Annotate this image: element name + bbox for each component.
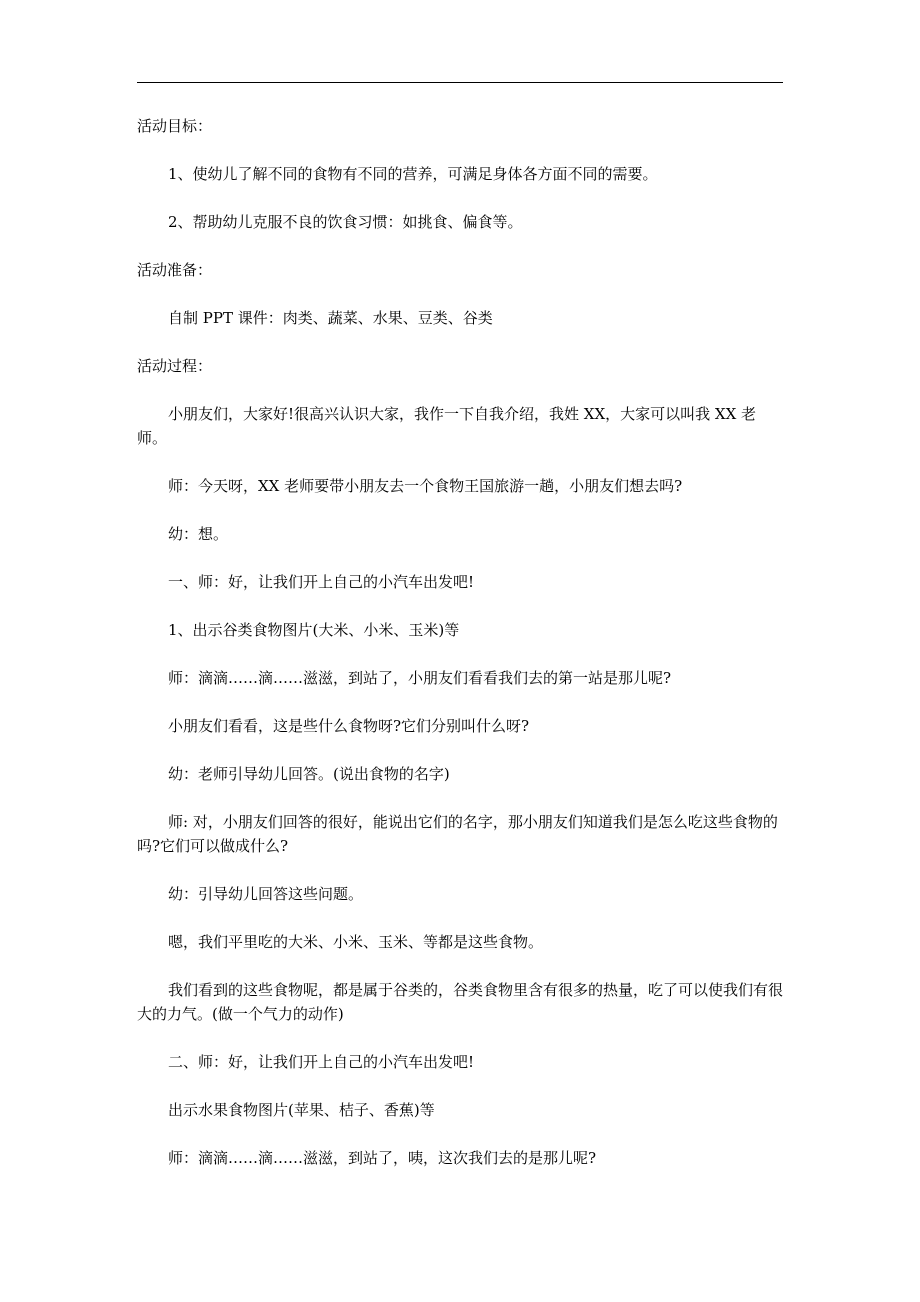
section-heading-process: 活动过程： — [137, 357, 213, 375]
paragraph: 自制 PPT 课件：肉类、蔬菜、水果、豆类、谷类 — [168, 309, 493, 327]
paragraph: 出示水果食物图片(苹果、桔子、香蕉)等 — [168, 1101, 435, 1119]
paragraph: 2、帮助幼儿克服不良的饮食习惯：如挑食、偏食等。 — [168, 213, 523, 231]
paragraph: 师: 对，小朋友们回答的很好，能说出它们的名字，那小朋友们知道我们是怎么吃这些食物的吗?它们可以做成什么? — [137, 813, 778, 855]
paragraph: 小朋友们，大家好!很高兴认识大家，我作一下自我介绍，我姓 XX，大家可以叫我 XX 老师。 — [137, 405, 757, 447]
document-body — [137, 114, 783, 1194]
paragraph: 幼：想。 — [168, 525, 229, 543]
paragraph: 我们看到的这些食物呢，都是属于谷类的，谷类食物里含有很多的热量，吃了可以使我们有很大的力气。(做一个气力的动作) — [137, 981, 784, 1023]
paragraph: 1、出示谷类食物图片(大米、小米、玉米)等 — [168, 621, 460, 639]
paragraph: 嗯，我们平里吃的大米、小米、玉米、等都是这些食物。 — [168, 933, 544, 951]
paragraph: 1、使幼儿了解不同的食物有不同的营养，可满足身体各方面不同的需要。 — [168, 165, 658, 183]
paragraph: 师：滴滴……滴……滋滋，到站了，小朋友们看看我们去的第一站是那儿呢? — [168, 669, 672, 687]
paragraph: 幼：老师引导幼儿回答。(说出食物的名字) — [168, 765, 450, 783]
section-heading-goals: 活动目标： — [137, 117, 213, 135]
section-heading-preparation: 活动准备： — [137, 261, 213, 279]
header-rule — [137, 82, 783, 83]
paragraph: 师：滴滴……滴……滋滋，到站了，咦，这次我们去的是那儿呢? — [168, 1149, 597, 1167]
paragraph: 师：今天呀，XX 老师要带小朋友去一个食物王国旅游一趟，小朋友们想去吗? — [168, 477, 683, 495]
paragraph: 一、师：好，让我们开上自己的小汽车出发吧! — [168, 573, 475, 591]
paragraph: 幼：引导幼儿回答这些问题。 — [168, 885, 364, 903]
paragraph: 二、师：好，让我们开上自己的小汽车出发吧! — [168, 1053, 475, 1071]
paragraph: 小朋友们看看，这是些什么食物呀?它们分别叫什么呀? — [168, 717, 530, 735]
